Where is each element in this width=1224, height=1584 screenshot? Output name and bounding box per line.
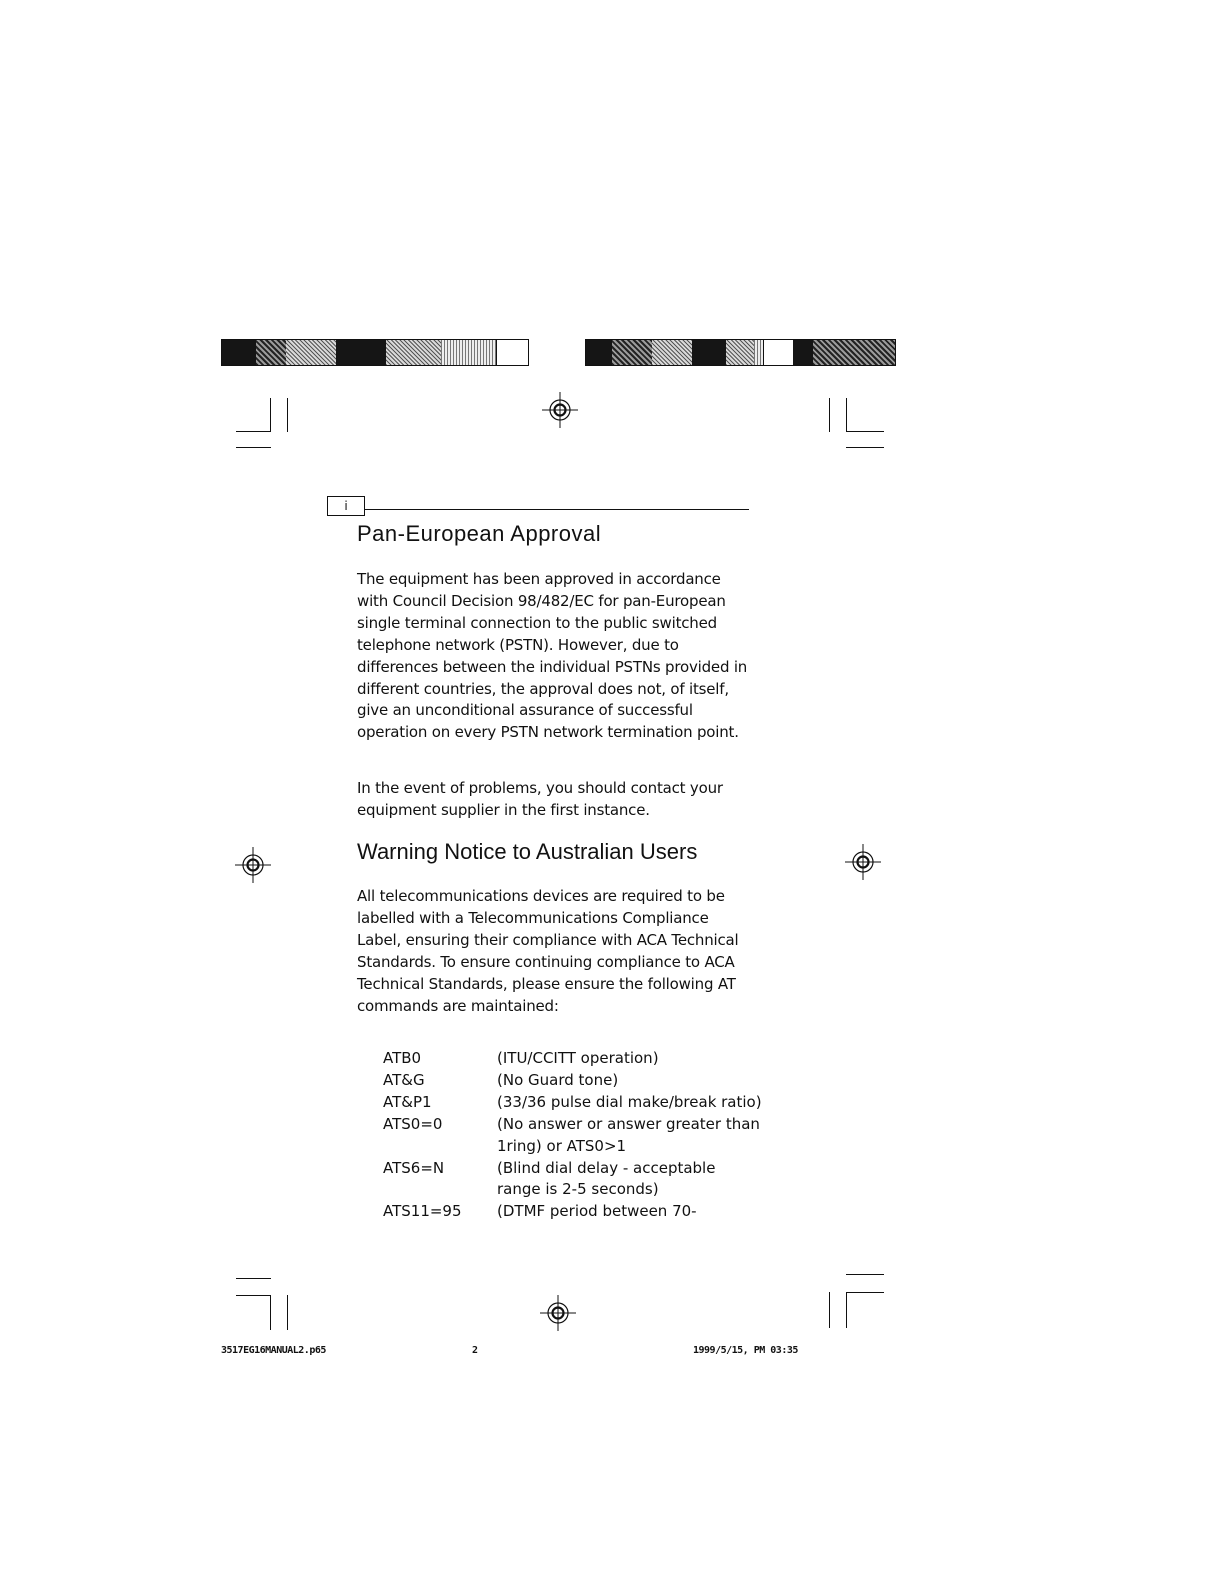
at-command-description: (DTMF period between 70- (497, 1202, 697, 1221)
crop-mark (846, 1292, 884, 1293)
at-command-description: (ITU/CCITT operation) (497, 1049, 659, 1067)
at-command: AT&P1 (383, 1092, 432, 1111)
crop-mark (829, 1292, 830, 1328)
registration-target-icon (538, 1293, 578, 1333)
footer-filename: 3517EG16MANUAL2.p65 (221, 1345, 326, 1356)
at-command-list (383, 1048, 763, 1223)
paragraph-aca-requirements: All telecommunications devices are required to be labelled with a Telecommunications Compliance Label, ensuring their compliance with ACA Technical Standards. To ensure continuing compliance to ACA Technical Standards, please ensure the following AT commands are maintained: (357, 887, 739, 1015)
at-command-row (383, 1070, 763, 1092)
at-command-description: (No answer or answer greater than 1ring) or ATS0>1 (497, 1114, 760, 1155)
info-section-icon: i (327, 496, 365, 516)
crop-mark (236, 447, 271, 448)
heading-pan-european-approval: Pan-European Approval (357, 521, 602, 546)
registration-target-icon (540, 390, 580, 430)
at-command: ATB0 (383, 1049, 422, 1067)
footer-page-number: 2 (472, 1345, 478, 1356)
at-command-row (383, 1092, 763, 1114)
paragraph-contact-supplier: In the event of problems, you should contact your equipment supplier in the first instance. (357, 779, 723, 819)
crop-mark (846, 431, 884, 432)
crop-mark (270, 1295, 271, 1330)
at-command: AT&G (383, 1070, 425, 1089)
color-bar-right (585, 339, 896, 366)
crop-mark (287, 1295, 288, 1330)
crop-mark (846, 1292, 847, 1328)
at-command-row (383, 1201, 763, 1223)
registration-target-icon (843, 842, 883, 882)
at-command: ATS11=95 (383, 1202, 462, 1221)
at-command-row (383, 1158, 763, 1202)
at-command-description: (No Guard tone) (497, 1070, 619, 1089)
crop-mark (236, 1278, 271, 1279)
at-command-description: (33/36 pulse dial make/break ratio) (497, 1092, 762, 1111)
paragraph-approval-details: The equipment has been approved in accordance with Council Decision 98/482/EC for pan-European single terminal connection to the public switched telephone network (PSTN). However, due to differences between the individual PSTNs provided in different countries, the approval does not, of itself, give an unconditional assurance of successful operation on every PSTN network termination point. (357, 570, 748, 742)
crop-mark (236, 1295, 271, 1296)
crop-mark (270, 398, 271, 432)
crop-mark (846, 1274, 884, 1275)
section-divider (365, 509, 749, 510)
at-command-description: (Blind dial delay - acceptable range is 2-5 seconds) (497, 1158, 716, 1199)
crop-mark (846, 447, 884, 448)
at-command: ATS6=N (383, 1158, 445, 1177)
crop-mark (287, 398, 288, 432)
at-command-row (383, 1048, 763, 1070)
footer-timestamp: 1999/5/15, PM 03:35 (693, 1345, 798, 1356)
crop-mark (236, 431, 271, 432)
heading-warning-notice: Warning Notice to Australian Users (357, 839, 698, 864)
at-command: ATS0=0 (383, 1114, 443, 1133)
crop-mark (829, 398, 830, 432)
color-bar-left (221, 339, 529, 366)
registration-target-icon (233, 845, 273, 885)
at-command-row (383, 1114, 763, 1158)
crop-mark (846, 398, 847, 432)
